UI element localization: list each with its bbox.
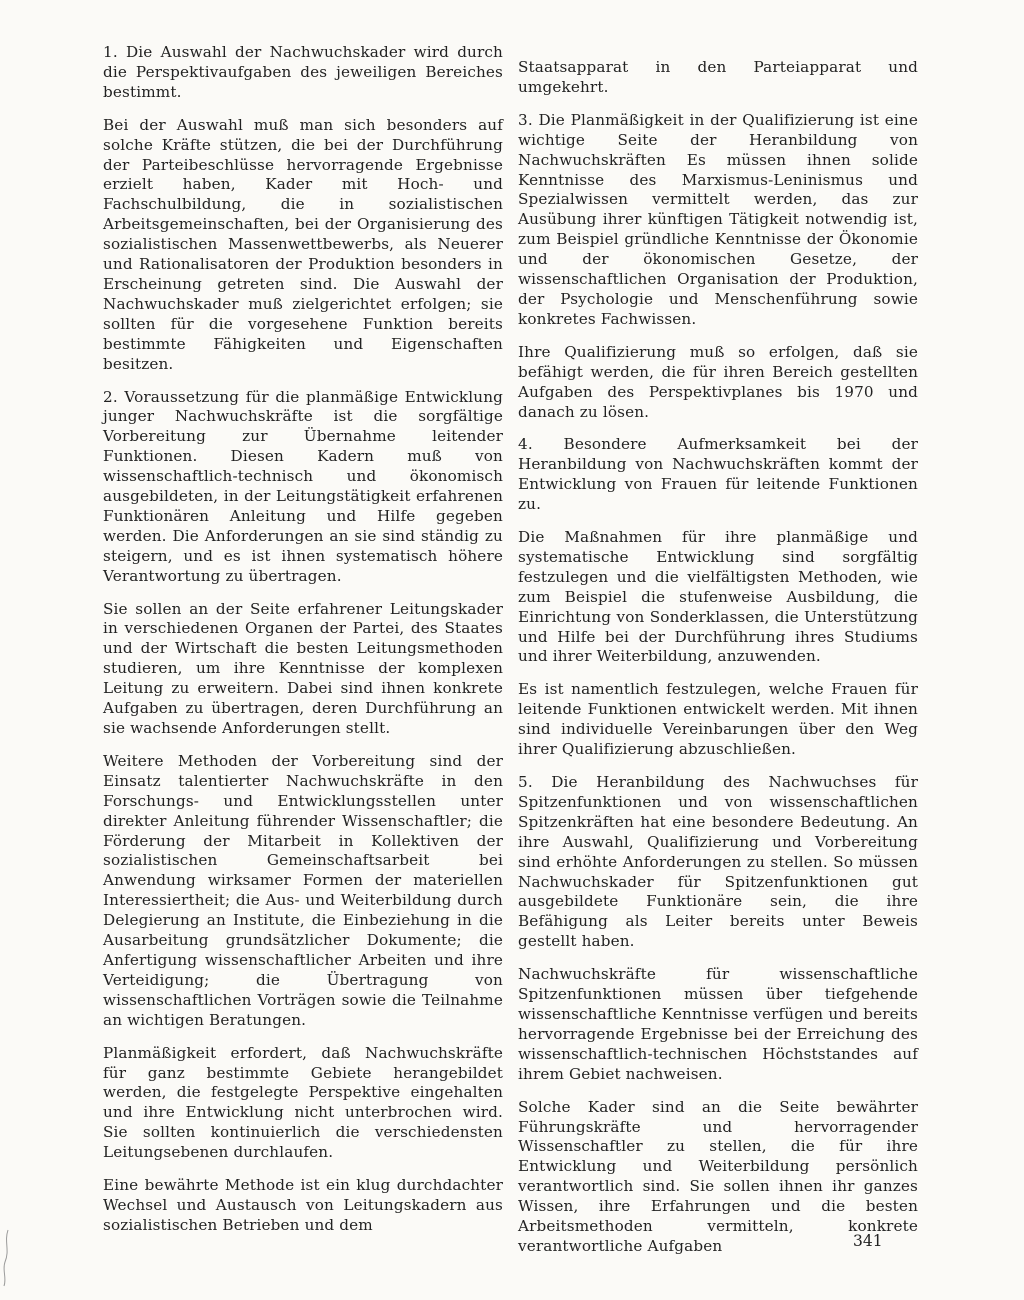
paragraph: Eine bewährte Methode ist ein klug durchdachter Wechsel und Austausch von Leitungskadern aus sozialistischen Betrieben und dem — [103, 1176, 503, 1234]
paragraph: Es ist namentlich festzulegen, welche Frauen für leitende Funktionen entwickelt werden. Mit ihnen sind individuelle Vereinbarungen über den Weg ihrer Qualifizierung abzuschließen. — [518, 680, 918, 759]
paragraph: Nachwuchskräfte für wissenschaftliche Spitzenfunktionen müssen über tiefgehende wissenschaftliche Kenntnisse verfügen und bereits hervorragende Ergebnisse bei der Erreichung des wissenschaftlich-technischen Höchststandes auf ihrem Gebiet nachweisen. — [518, 965, 918, 1083]
paragraph: Staatsapparat in den Parteiapparat und umgekehrt. — [518, 58, 918, 96]
right-column — [518, 58, 918, 1270]
paragraph: 3. Die Planmäßigkeit in der Qualifizierung ist eine wichtige Seite der Heranbildung von Nachwuchskräften Es müssen ihnen solide Kenntnisse des Marxismus-Leninismus und Spezialwissen vermittelt werden, das zur Ausübung ihrer künftigen Tätigkeit notwendig ist, zum Beispiel gründliche Kenntnisse der Ökonomie und der ökonomischen Gesetze, der wissenschaftlichen Organisation der Produktion, der Psychologie und Menschenführung sowie konkretes Fachwissen. — [518, 110, 918, 328]
paragraph: Sie sollen an der Seite erfahrener Leitungskader in verschiedenen Organen der Partei, des Staates und der Wirtschaft die besten Leitungsmethoden studieren, um ihre Kenntnisse der komplexen Leitung zu erweitern. Dabei sind ihnen konkrete Aufgaben zu übertragen, deren Durchführung an sie wachsende Anforderungen stellt. — [103, 599, 503, 737]
page-number: 341 — [853, 1232, 883, 1250]
paragraph: 5. Die Heranbildung des Nachwuchses für Spitzenfunktionen und von wissenschaftlichen Spitzenkräften hat eine besondere Bedeutung. An ihre Auswahl, Qualifizierung und Vorbereitung sind erhöhte Anforderungen zu stellen. So müssen Nachwuchskader für Spitzenfunktionen gut ausgebildete Funktionäre sein, die ihre Befähigung als Leiter bereits unter Beweis gestellt haben. — [518, 773, 918, 951]
paragraph: 2. Voraussetzung für die planmäßige Entwicklung junger Nachwuchskräfte ist die sorgfältige Vorbereitung zur Übernahme leitender Funktionen. Diesen Kadern muß von wissenschaftlich-technisch und ökonomisch ausgebildeten, in der Leitungstätigkeit erfahrenen Funktionären Anleitung und Hilfe gegeben werden. Die Anforderungen an sie sind ständig zu steigern, und es ist ihnen systematisch höhere Verantwortung zu übertragen. — [103, 387, 503, 585]
paragraph: Die Maßnahmen für ihre planmäßige und systematische Entwicklung sind sorgfältig festzulegen und die vielfältigsten Methoden, wie zum Beispiel die stufenweise Ausbildung, die Einrichtung von Sonderklassen, die Unterstützung und Hilfe bei der Durchführung ihres Studiums und ihrer Weiterbildung, anzuwenden. — [518, 528, 918, 666]
scan-edge-mark — [0, 1228, 12, 1288]
paragraph: Solche Kader sind an die Seite bewährter Führungskräfte und hervorragender Wissenschaftler zu stellen, die für ihre Entwicklung und Weiterbildung persönlich verantwortlich sind. Sie sollen ihnen ihr ganzes Wissen, ihre Erfahrungen und die besten Arbeitsmethoden vermitteln, konkrete verantwortliche Aufgaben — [518, 1097, 918, 1255]
paragraph: Ihre Qualifizierung muß so erfolgen, daß sie befähigt werden, die für ihren Bereich gestellten Aufgaben des Perspektivplanes bis 1970 und danach zu lösen. — [518, 342, 918, 421]
paragraph: 1. Die Auswahl der Nachwuchskader wird durch die Perspektivaufgaben des jeweiligen Bereiches bestimmt. — [103, 43, 503, 101]
paragraph: Planmäßigkeit erfordert, daß Nachwuchskräfte für ganz bestimmte Gebiete herangebildet werden, die festgelegte Perspektive eingehalten und ihre Entwicklung nicht unterbrochen wird. Sie sollten kontinuierlich die verschiedensten Leitungsebenen durchlaufen. — [103, 1043, 503, 1162]
paragraph: 4. Besondere Aufmerksamkeit bei der Heranbildung von Nachwuchskräften kommt der Entwicklung von Frauen für leitende Funktionen zu. — [518, 435, 918, 514]
paragraph: Weitere Methoden der Vorbereitung sind der Einsatz talentierter Nachwuchskräfte in den Forschungs- und Entwicklungsstellen unter direkter Anleitung führender Wissenschaftler; die Förderung der Mitarbeit in Kollektiven der sozialistischen Gemeinschaftsarbeit bei Anwendung wirksamer Formen der materiellen Interessiertheit; die Aus- und Weiterbildung durch Delegierung an Institute, die Einbeziehung in die Ausarbeitung grundsätzlicher Dokumente; die Anfertigung wissenschaftlicher Arbeiten und ihre Verteidigung; die Übertragung von wissenschaftlichen Vorträgen sowie die Teilnahme an wichtigen Beratungen. — [103, 751, 503, 1029]
paragraph: Bei der Auswahl muß man sich besonders auf solche Kräfte stützen, die bei der Durchführung der Parteibeschlüsse hervorragende Ergebnisse erzielt haben, Kader mit Hoch- und Fachschulbildung, die in sozialistischen Arbeitsgemeinschaften, bei der Organisierung des sozialistischen Massenwettbewerbs, als Neuerer und Rationalisatoren der Produktion besonders in Erscheinung getreten sind. Die Auswahl der Nachwuchskader muß zielgerichtet erfolgen; sie sollten für die vorgesehene Funktion bereits bestimmte Fähigkeiten und Eigenschaften besitzen. — [103, 115, 503, 373]
left-column — [103, 43, 503, 1249]
